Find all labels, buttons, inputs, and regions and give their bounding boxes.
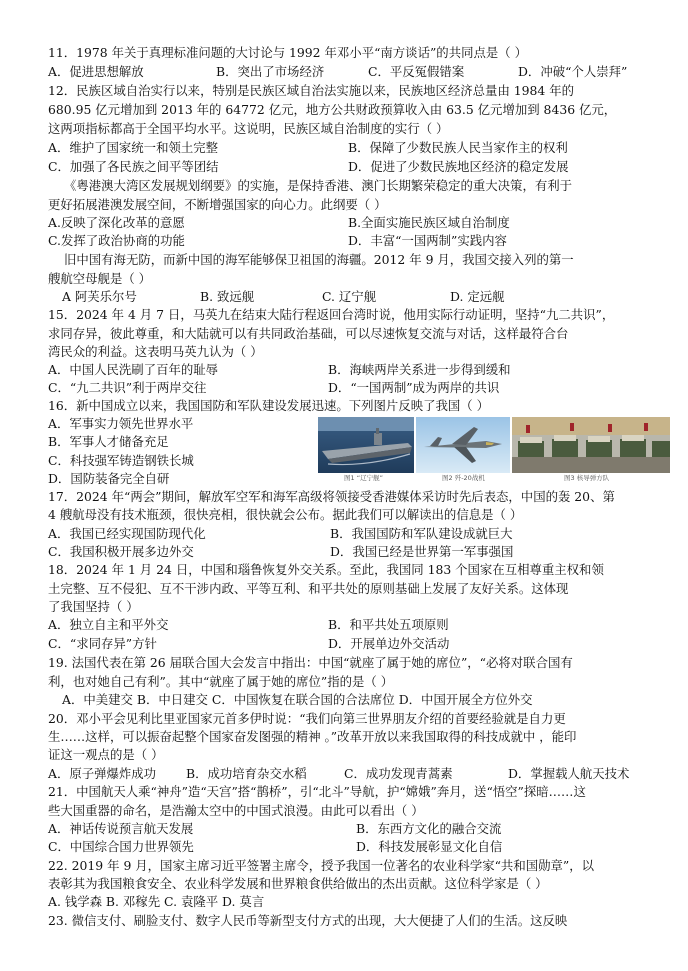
question-11-stem: 11．1978 年关于真理标准问题的大讨论与 1992 年邓小平“南方谈话”的共同点是（ ）: [48, 45, 527, 60]
q15-option-d: D．“一国两制”成为两岸的共识: [328, 380, 500, 395]
figure-3-caption: 图3 核导弹方队: [564, 474, 610, 482]
q20-option-c: C．成功发现青蒿素: [344, 766, 453, 781]
question-19-stem-line1: 19. 法国代表在第 26 届联合国大会发言中指出：中国“就座了属于她的席位”，“必将对联合国有: [48, 655, 573, 670]
question-19-stem-line2: 利，也对她自己有利”。其中“就座了属于她的席位”指的是（ ）: [48, 674, 394, 689]
q18-option-b: B．和平共处五项原则: [328, 617, 449, 632]
q14-option-d: D. 定远舰: [450, 289, 505, 304]
question-18-stem-line1: 18．2024 年 1 月 24 日，中国和瑙鲁恢复外交关系。至此，我国同 183 个国家在互相尊重主权和领: [48, 562, 604, 577]
question-14-stem-line1: 旧中国有海无防，而新中国的海军能够保卫祖国的海疆。2012 年 9 月，我国交接入列的第一: [64, 252, 574, 267]
q20-option-a: A．原子弹爆炸成功: [48, 766, 157, 781]
question-18-stem-line3: 了我国坚持（ ）: [48, 599, 139, 614]
figure-1-caption: 图1 “辽宁舰”: [344, 474, 383, 482]
q17-option-c: C．我国积极开展多边外交: [48, 544, 194, 559]
q13-option-d: D．丰富“一国两制”实践内容: [348, 233, 507, 248]
question-20-stem-line3: 证这一观点的是（ ）: [48, 747, 164, 762]
q16-option-c: C．科技强军铸造钢铁长城: [48, 453, 194, 468]
q17-option-d: D．我国已经是世界第一军事强国: [330, 544, 514, 559]
question-21-stem-line2: 些大国重器的命名，是浩瀚太空中的中国式浪漫。由此可以看出（ ）: [48, 803, 424, 818]
q20-option-d: D．掌握载人航天技术: [508, 766, 630, 781]
q17-option-b: B．我国国防和军队建设成就巨大: [330, 526, 513, 541]
question-14-stem-line2: 艘航空母舰是（ ）: [48, 271, 152, 286]
q14-option-b: B. 致远舰: [200, 289, 255, 304]
q22-options: A. 钱学森 B. 邓稼先 C. 袁隆平 D. 莫言: [48, 894, 265, 909]
question-12-stem-line2: 680.95 亿元增加到 2013 年的 64772 亿元，地方公共财政预算收入由 63.5 亿元增加到 8436 亿元，: [48, 102, 617, 117]
q16-option-a: A．军事实力领先世界水平: [48, 416, 194, 431]
figure-2-caption: 图2 歼-20战机: [442, 474, 485, 482]
question-16-stem: 16．新中国成立以来，我国国防和军队建设发展迅速。下列图片反映了我国（ ）: [48, 398, 489, 413]
q19-options: A．中美建交 B．中日建交 C．中国恢复在联合国的合法席位 D．中国开展全方位外交: [62, 692, 533, 707]
q14-option-a: A 阿芙乐尔号: [62, 289, 137, 304]
q15-option-a: A．中国人民洗刷了百年的耻辱: [48, 362, 219, 377]
q11-option-c: C．平反冤假错案: [368, 64, 465, 79]
q21-option-a: A．神话传说预言航天发展: [48, 821, 194, 836]
question-12-stem-line1: 12．民族区域自治实行以来，特别是民族区域自治法实施以来，民族地区经济总量由 1984 年的: [48, 83, 575, 98]
q16-option-b: B．军事人才储备充足: [48, 434, 169, 449]
q15-option-c: C．“九二共识”利于两岸交往: [48, 380, 207, 395]
q11-option-d: D．冲破“个人崇拜”: [518, 64, 628, 79]
question-17-stem-line1: 17．2024 年“两会”期间，解放军空军和海军高级将领接受香港媒体采访时先后表态，中国的轰 20、第: [48, 489, 615, 504]
q14-option-c: C. 辽宁舰: [322, 289, 377, 304]
q16-option-d: D．国防装备完全自研: [48, 471, 170, 486]
q21-option-c: C．中国综合国力世界领先: [48, 839, 194, 854]
q13-option-b: B.全面实施民族区域自治制度: [348, 215, 510, 230]
question-13-stem-line1: 《粤港澳大湾区发展规划纲要》的实施，是保持香港、澳门长期繁荣稳定的重大决策，有利于: [64, 178, 573, 193]
q11-option-a: A．促进思想解放: [48, 64, 144, 79]
question-20-stem-line2: 生……这样，可以振奋起整个国家奋发图强的精神 。”改革开放以来我国取得的科技成就中 ，能印: [48, 729, 577, 744]
q12-option-c: C．加强了各民族之间平等团结: [48, 159, 219, 174]
question-17-stem-line2: 4 艘航母没有技术瓶颈，很快亮相，很快就会公布。据此我们可以解读出的信息是（ ）: [48, 507, 523, 522]
question-18-stem-line2: 土完整、互不侵犯、互不干涉内政、平等互利、和平共处的原则基础上发展了友好关系。这体现: [48, 581, 569, 596]
q12-option-d: D．促进了少数民族地区经济的稳定发展: [348, 159, 569, 174]
question-15-stem-line1: 15．2024 年 4 月 7 日，马英九在结束大陆行程返回台湾时说，他用实际行动证明，坚持“九二共识”，: [48, 307, 615, 322]
q21-option-d: D．科技发展彰显文化自信: [356, 839, 503, 854]
question-22-stem-line2: 表彰其为我国粮食安全、农业科学发展和世界粮食供给做出的杰出贡献。这位科学家是（ ）: [48, 876, 548, 891]
question-20-stem-line1: 20．邓小平会见利比里亚国家元首多伊时说：“我们向第三世界朋友介绍的首要经验就是自力更: [48, 711, 566, 726]
q17-option-a: A．我国已经实现国防现代化: [48, 526, 206, 541]
question-15-stem-line2: 求同存异，彼此尊重，和大陆就可以有共同政治基础，可以尽速恢复交流与对话，这样最符合台: [48, 326, 569, 341]
q20-option-b: B．成功培育杂交水稻: [186, 766, 307, 781]
q18-option-a: A．独立自主和平外交: [48, 617, 169, 632]
q12-option-a: A．维护了国家统一和领土完整: [48, 140, 219, 155]
question-23-stem-line1: 23. 微信支付、刷脸支付、数字人民币等新型支付方式的出现，大大便捷了人们的生活。这反映: [48, 913, 568, 928]
q11-option-b: B．突出了市场经济: [216, 64, 325, 79]
question-21-stem-line1: 21．中国航天人乘“神舟”造“天宫”搭“鹊桥”，引“北斗”导航，护“嫦娥”奔月，送“悟空”探暗……这: [48, 784, 586, 799]
question-22-stem-line1: 22. 2019 年 9 月，国家主席习近平签署主席令，授予我国一位著名的农业科学家“共和国勋章”，以: [48, 858, 594, 873]
q12-option-b: B．保障了少数民族人民当家作主的权利: [348, 140, 568, 155]
q13-option-c: C.发挥了政治协商的功能: [48, 233, 185, 248]
q16-figure-group: [318, 417, 670, 483]
q13-option-a: A.反映了深化改革的意愿: [48, 215, 185, 230]
aircraft-carrier-photo: [318, 417, 414, 473]
q15-option-b: B．海峡两岸关系进一步得到缓和: [328, 362, 511, 377]
question-13-stem-line2: 更好拓展港澳发展空间，不断增强国家的向心力。此纲要（ ）: [48, 197, 387, 212]
missile-parade-photo: [512, 417, 670, 473]
q21-option-b: B．东西方文化的融合交流: [356, 821, 502, 836]
question-15-stem-line3: 湾民众的利益。这表明马英九认为（ ）: [48, 344, 263, 359]
question-12-stem-line3: 这两项指标都高于全国平均水平。这说明，民族区域自治制度的实行（ ）: [48, 121, 449, 136]
fighter-jet-photo: [416, 417, 510, 473]
q18-option-c: C．“求同存异”方针: [48, 636, 157, 651]
q18-option-d: D．开展单边外交活动: [328, 636, 450, 651]
